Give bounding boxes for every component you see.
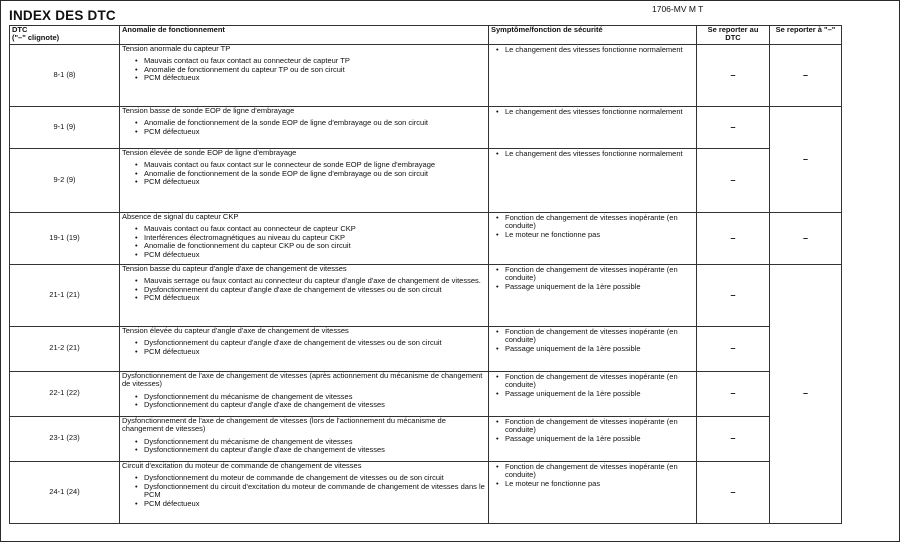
dtc-code: 22-1 (22) bbox=[10, 371, 120, 416]
symptom-item: • Fonction de changement de vitesses inopérante (en conduite) bbox=[505, 266, 694, 283]
symptom-item: • Le changement des vitesses fonctionne normalement bbox=[505, 46, 694, 55]
symptom-list bbox=[491, 150, 694, 159]
symptom-item: • Fonction de changement de vitesses inopérante (en conduite) bbox=[505, 463, 694, 480]
symptom-item: • Le moteur ne fonctionne pas bbox=[505, 480, 694, 489]
symptom-list bbox=[491, 373, 694, 399]
table-row bbox=[10, 326, 842, 371]
table-row bbox=[10, 148, 842, 212]
cause-item: • Anomalie de fonctionnement du capteur CKP ou de son circuit bbox=[144, 242, 486, 251]
symptom-item: • Passage uniquement de la 1ère possible bbox=[505, 345, 694, 354]
symptom-list bbox=[491, 108, 694, 117]
cause-list bbox=[122, 339, 486, 356]
header-dtc: DTC ("–" clignote) bbox=[10, 26, 120, 45]
anomaly-cell bbox=[120, 461, 489, 523]
symptom-list bbox=[491, 328, 694, 354]
see-dtc-dash: – bbox=[697, 44, 770, 106]
cause-item: • PCM défectueux bbox=[144, 178, 486, 187]
symptom-cell bbox=[489, 212, 697, 264]
cause-item: • PCM défectueux bbox=[144, 294, 486, 303]
cause-item: • Anomalie de fonctionnement de la sonde EOP de ligne d'embrayage ou de son circuit bbox=[144, 119, 486, 128]
anomaly-cell bbox=[120, 106, 489, 148]
symptom-item: • Le changement des vitesses fonctionne normalement bbox=[505, 150, 694, 159]
cause-item: • Anomalie de fonctionnement du capteur TP ou de son circuit bbox=[144, 66, 486, 75]
symptom-cell bbox=[489, 461, 697, 523]
cause-list bbox=[122, 393, 486, 410]
cause-item: • Mauvais serrage ou faux contact au connecteur du capteur d'angle d'axe de changement de vitesses. bbox=[144, 277, 486, 286]
cause-list bbox=[122, 474, 486, 508]
cause-item: • Dysfonctionnement du mécanisme de changement de vitesses bbox=[144, 393, 486, 402]
symptom-cell bbox=[489, 416, 697, 461]
cause-item: • PCM défectueux bbox=[144, 500, 486, 509]
symptom-cell bbox=[489, 44, 697, 106]
cause-item: • Dysfonctionnement du circuit d'excitation du moteur de commande de changement de vitesses dans le PCM bbox=[144, 483, 486, 500]
cause-item: • Interférences électromagnétiques au niveau du capteur CKP bbox=[144, 234, 486, 243]
symptom-item: • Passage uniquement de la 1ère possible bbox=[505, 283, 694, 292]
cause-item: • PCM défectueux bbox=[144, 74, 486, 83]
header-see-dash: Se reporter à "–" bbox=[770, 26, 842, 45]
symptom-cell bbox=[489, 371, 697, 416]
symptom-item: • Passage uniquement de la 1ère possible bbox=[505, 390, 694, 399]
cause-list bbox=[122, 57, 486, 83]
symptom-cell bbox=[489, 264, 697, 326]
anomaly-lead: Tension basse de sonde EOP de ligne d'embrayage bbox=[122, 105, 295, 115]
symptom-cell bbox=[489, 326, 697, 371]
anomaly-cell bbox=[120, 148, 489, 212]
cause-item: • Dysfonctionnement du capteur d'angle d'axe de changement de vitesses ou de son circuit bbox=[144, 286, 486, 295]
table-header-row bbox=[10, 26, 842, 45]
dtc-code: 19-1 (19) bbox=[10, 212, 120, 264]
anomaly-lead: Tension anormale du capteur TP bbox=[122, 43, 231, 53]
anomaly-lead: Tension basse du capteur d'angle d'axe de changement de vitesses bbox=[122, 263, 347, 273]
dtc-code: 9-1 (9) bbox=[10, 106, 120, 148]
header-see-dtc: Se reporter au DTC bbox=[697, 26, 770, 45]
cause-item: • Mauvais contact ou faux contact au connecteur de capteur CKP bbox=[144, 225, 486, 234]
cause-list bbox=[122, 161, 486, 187]
table-row bbox=[10, 106, 842, 148]
symptom-cell bbox=[489, 148, 697, 212]
symptom-list bbox=[491, 418, 694, 444]
cause-item: • PCM défectueux bbox=[144, 348, 486, 357]
cause-list bbox=[122, 277, 486, 303]
see-dash-group-1: – bbox=[770, 44, 842, 106]
see-dtc-dash: – bbox=[697, 264, 770, 326]
cause-list bbox=[122, 119, 486, 136]
dtc-code: 24-1 (24) bbox=[10, 461, 120, 523]
table-row bbox=[10, 212, 842, 264]
header-anomaly: Anomalie de fonctionnement bbox=[120, 26, 489, 45]
anomaly-lead: Tension élevée de sonde EOP de ligne d'embrayage bbox=[122, 147, 297, 157]
cause-item: • Mauvais contact ou faux contact au connecteur de capteur TP bbox=[144, 57, 486, 66]
see-dtc-dash: – bbox=[697, 416, 770, 461]
symptom-list bbox=[491, 463, 694, 489]
see-dtc-dash: – bbox=[697, 212, 770, 264]
cause-item: • Anomalie de fonctionnement de la sonde EOP de ligne d'embrayage ou de son circuit bbox=[144, 170, 486, 179]
symptom-list bbox=[491, 266, 694, 292]
anomaly-lead: Dysfonctionnement de l'axe de changement de vitesses (après actionnement du mécanisme de changement de vitesses) bbox=[122, 370, 483, 389]
cause-item: • Dysfonctionnement du capteur d'angle d'axe de changement de vitesses bbox=[144, 401, 486, 410]
symptom-item: • Fonction de changement de vitesses inopérante (en conduite) bbox=[505, 328, 694, 345]
cause-list bbox=[122, 225, 486, 259]
table-row bbox=[10, 264, 842, 326]
cause-item: • Dysfonctionnement du capteur d'angle d'axe de changement de vitesses bbox=[144, 446, 486, 455]
symptom-item: • Le moteur ne fonctionne pas bbox=[505, 231, 694, 240]
anomaly-lead: Dysfonctionnement de l'axe de changement de vitesses (lors de l'actionnement du mécanisme de changement de vitesses) bbox=[122, 415, 446, 434]
see-dash-group-3: – bbox=[770, 212, 842, 264]
see-dtc-dash: – bbox=[697, 461, 770, 523]
anomaly-lead: Tension élevée du capteur d'angle d'axe de changement de vitesses bbox=[122, 325, 349, 335]
dtc-code: 8-1 (8) bbox=[10, 44, 120, 106]
see-dtc-dash: – bbox=[697, 106, 770, 148]
cause-item: • Dysfonctionnement du mécanisme de changement de vitesses bbox=[144, 438, 486, 447]
cause-item: • PCM défectueux bbox=[144, 128, 486, 137]
table-row bbox=[10, 461, 842, 523]
cause-item: • PCM défectueux bbox=[144, 251, 486, 260]
anomaly-cell bbox=[120, 44, 489, 106]
see-dtc-dash: – bbox=[697, 148, 770, 212]
see-dtc-dash: – bbox=[697, 371, 770, 416]
dtc-code: 9-2 (9) bbox=[10, 148, 120, 212]
see-dash-group-4: – bbox=[770, 264, 842, 523]
dtc-index-table bbox=[9, 25, 842, 524]
see-dtc-dash: – bbox=[697, 326, 770, 371]
cause-item: • Dysfonctionnement du capteur d'angle d'axe de changement de vitesses ou de son circuit bbox=[144, 339, 486, 348]
cause-item: • Mauvais contact ou faux contact sur le connecteur de sonde EOP de ligne d'embrayage bbox=[144, 161, 486, 170]
anomaly-lead: Absence de signal du capteur CKP bbox=[122, 211, 239, 221]
symptom-item: • Passage uniquement de la 1ère possible bbox=[505, 435, 694, 444]
symptom-item: • Fonction de changement de vitesses inopérante (en conduite) bbox=[505, 373, 694, 390]
symptom-item: • Le changement des vitesses fonctionne normalement bbox=[505, 108, 694, 117]
cause-item: • Dysfonctionnement du moteur de commande de changement de vitesses ou de son circuit bbox=[144, 474, 486, 483]
symptom-cell bbox=[489, 106, 697, 148]
symptom-item: • Fonction de changement de vitesses inopérante (en conduite) bbox=[505, 214, 694, 231]
symptom-item: • Fonction de changement de vitesses inopérante (en conduite) bbox=[505, 418, 694, 435]
header-symptom: Symptôme/fonction de sécurité bbox=[489, 26, 697, 45]
anomaly-cell bbox=[120, 326, 489, 371]
symptom-list bbox=[491, 214, 694, 240]
symptom-list bbox=[491, 46, 694, 55]
anomaly-cell bbox=[120, 416, 489, 461]
table-row bbox=[10, 44, 842, 106]
cause-list bbox=[122, 438, 486, 455]
anomaly-cell bbox=[120, 371, 489, 416]
anomaly-cell bbox=[120, 212, 489, 264]
anomaly-lead: Circuit d'excitation du moteur de commande de changement de vitesses bbox=[122, 460, 362, 470]
table-row bbox=[10, 371, 842, 416]
dtc-code: 21-1 (21) bbox=[10, 264, 120, 326]
dtc-code: 21-2 (21) bbox=[10, 326, 120, 371]
page-reference: 1706-MV M T bbox=[652, 4, 704, 14]
table-row bbox=[10, 416, 842, 461]
see-dash-group-2: – bbox=[770, 106, 842, 212]
page-title: INDEX DES DTC bbox=[9, 8, 116, 23]
anomaly-cell bbox=[120, 264, 489, 326]
dtc-code: 23-1 (23) bbox=[10, 416, 120, 461]
